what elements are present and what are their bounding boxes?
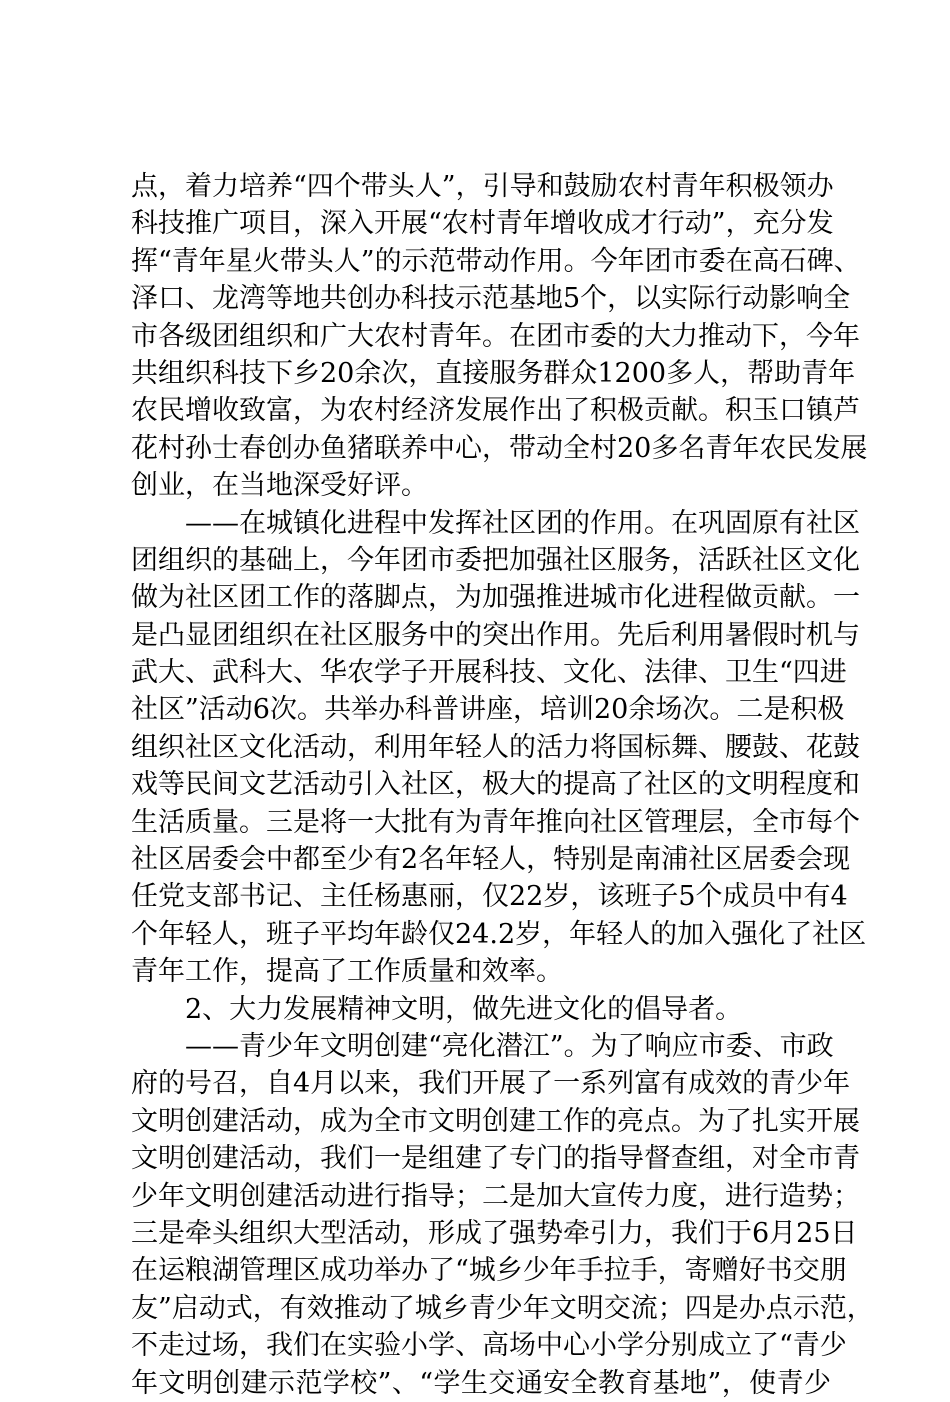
text-line: 不走过场，我们在实验小学、高场中心小学分别成立了“青少 (131, 1330, 847, 1362)
text-line: 三是牵头组织大型活动，形成了强势牵引力，我们于6月25日 (131, 1217, 858, 1249)
text-line: 市各级团组织和广大农村青年。在团市委的大力推动下，今年 (131, 320, 860, 352)
text-line: 花村孙士春创办鱼猪联养中心，带动全村20多名青年农民发展 (131, 432, 868, 464)
text-line: 友”启动式，有效推动了城乡青少年文明交流；四是办点示范， (131, 1292, 874, 1324)
text-line: ——在城镇化进程中发挥社区团的作用。在巩固原有社区 (131, 507, 860, 539)
text-line: 点，着力培养“四个带头人”，引导和鼓励农村青年积极领办 (131, 171, 834, 202)
text-line: 是凸显团组织在社区服务中的突出作用。先后利用暑假时机与 (131, 619, 860, 651)
text-line: 挥“青年星火带头人”的示范带动作用。今年团市委在高石碑、 (131, 245, 861, 277)
text-line: 社区”活动6次。共举办科普讲座，培训20余场次。二是积极 (131, 694, 845, 726)
text-line: 武大、武科大、华农学子开展科技、文化、法律、卫生“四进 (131, 657, 847, 689)
text-line: 任党支部书记、主任杨惠丽，仅22岁，该班子5个成员中有4 (131, 881, 848, 913)
text-line: ——青少年文明创建“亮化潜江”。为了响应市委、市政 (131, 1030, 834, 1062)
text-line: 个年轻人，班子平均年龄仅24.2岁，年轻人的加入强化了社区 (131, 918, 867, 950)
text-line: 团组织的基础上，今年团市委把加强社区服务，活跃社区文化 (131, 544, 860, 576)
text-line: 做为社区团工作的落脚点，为加强推进城市化进程做贡献。一 (131, 582, 860, 614)
text-line: 青年工作，提高了工作质量和效率。 (131, 956, 563, 988)
text-line: 戏等民间文艺活动引入社区，极大的提高了社区的文明程度和 (131, 769, 860, 801)
text-line: 科技推广项目，深入开展“农村青年增收成才行动”，充分发 (131, 208, 834, 240)
text-line: 文明创建活动，我们一是组建了专门的指导督查组，对全市青 (131, 1143, 860, 1175)
text-line: 创业，在当地深受好评。 (131, 470, 428, 502)
text-line: 共组织科技下乡20余次，直接服务群众1200多人，帮助青年 (131, 357, 856, 389)
text-line: 府的号召，自4月以来，我们开展了一系列富有成效的青少年 (131, 1068, 851, 1100)
text-line: 文明创建活动，成为全市文明创建工作的亮点。为了扎实开展 (131, 1105, 860, 1137)
text-line: 农民增收致富，为农村经济发展作出了积极贡献。积玉口镇芦 (131, 395, 860, 427)
text-line: 年文明创建示范学校”、“学生交通安全教育基地”，使青少 (131, 1367, 831, 1399)
text-line: 2、大力发展精神文明，做先进文化的倡导者。 (131, 993, 743, 1025)
text-line: 少年文明创建活动进行指导；二是加大宣传力度，进行造势； (131, 1180, 860, 1212)
body-text (131, 168, 874, 1402)
text-line: 组织社区文化活动，利用年轻人的活力将国标舞、腰鼓、花鼓 (131, 731, 860, 763)
text-line: 在运粮湖管理区成功举办了“城乡少年手拉手，寄赠好书交朋 (131, 1255, 847, 1287)
text-line: 社区居委会中都至少有2名年轻人，特别是南浦社区居委会现 (131, 844, 851, 876)
text-line: 泽口、龙湾等地共创办科技示范基地5个，以实际行动影响全 (131, 283, 851, 315)
text-line: 生活质量。三是将一大批有为青年推向社区管理层，全市每个 (131, 806, 860, 838)
